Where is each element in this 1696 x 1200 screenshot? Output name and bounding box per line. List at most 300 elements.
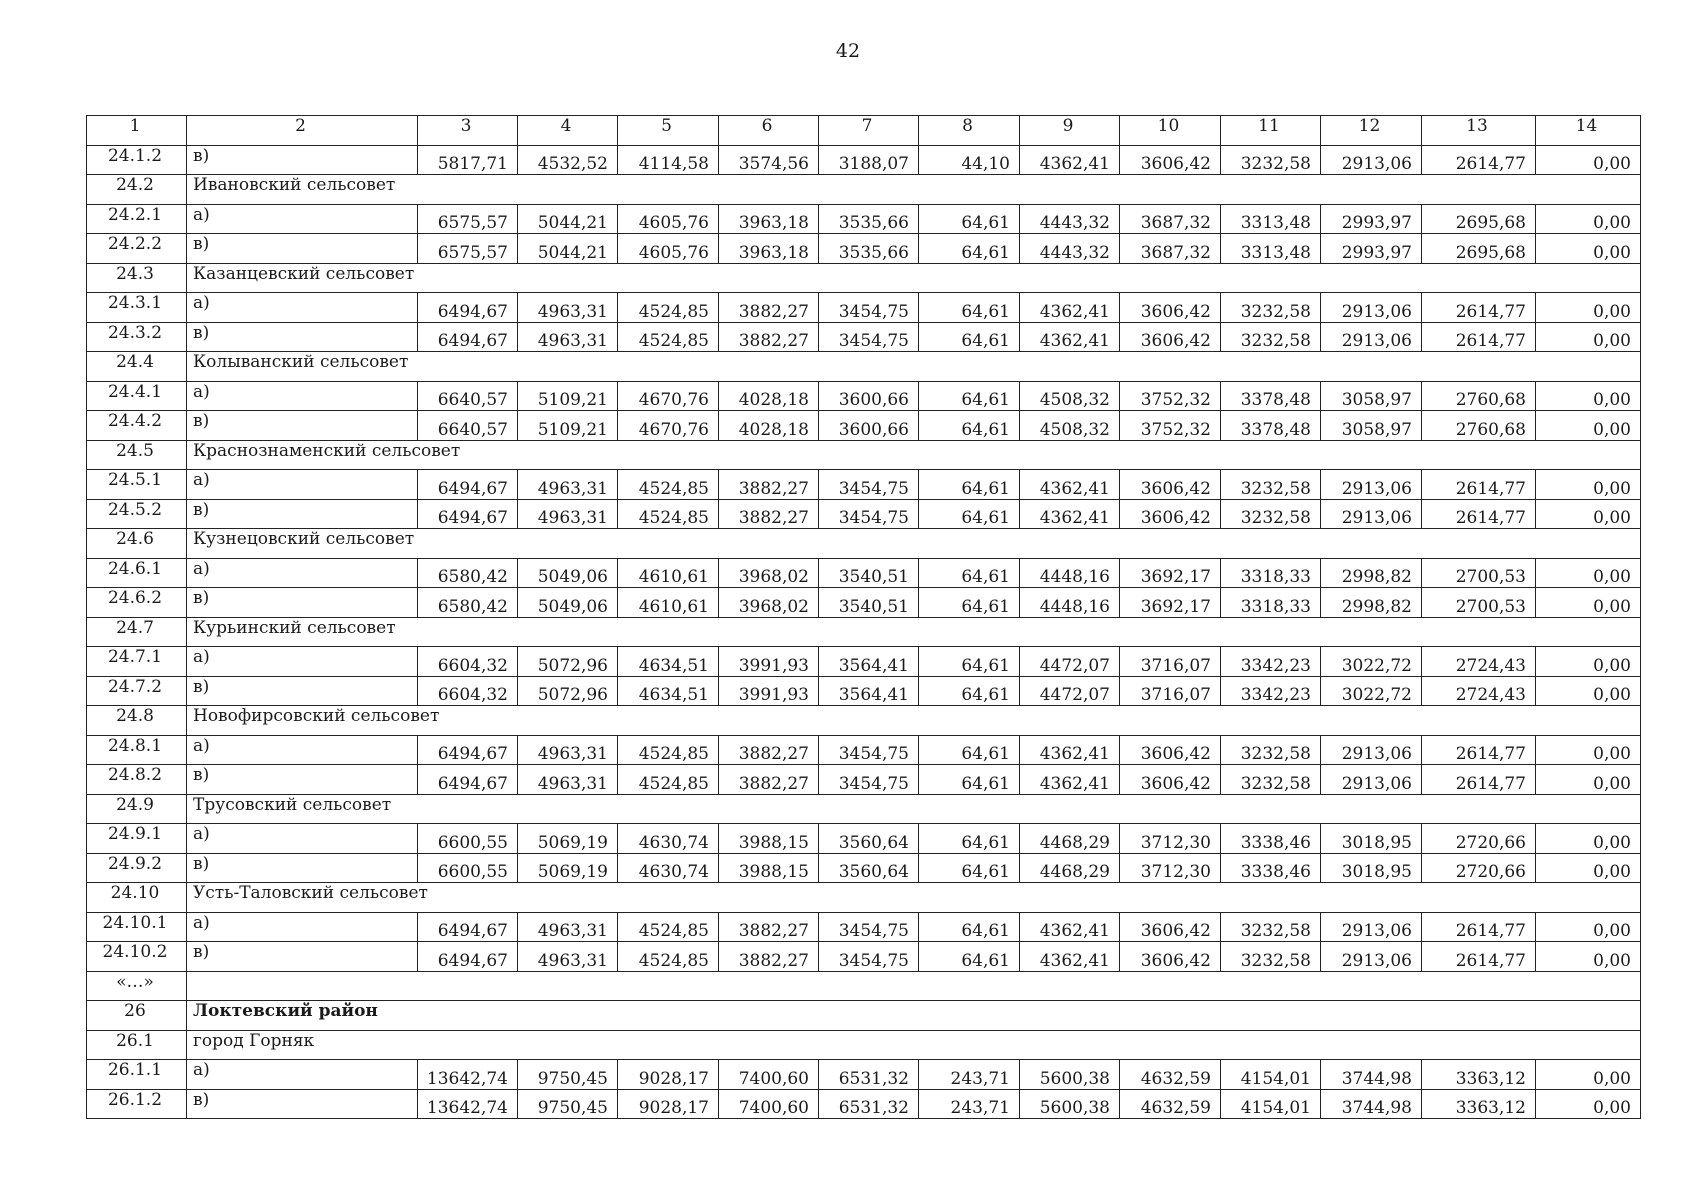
column-number-header: 14 bbox=[1536, 116, 1641, 146]
column-number-header: 5 bbox=[618, 116, 719, 146]
table-row bbox=[87, 588, 1641, 618]
column-number-header: 9 bbox=[1020, 116, 1120, 146]
value-cell: 3454,75 bbox=[819, 499, 919, 529]
value-cell: 4524,85 bbox=[618, 942, 719, 972]
value-cell: 0,00 bbox=[1536, 824, 1641, 854]
value-cell: 3342,23 bbox=[1221, 647, 1321, 677]
value-cell: 0,00 bbox=[1536, 499, 1641, 529]
section-title: Новофирсовский сельсовет bbox=[187, 706, 1641, 736]
value-cell: 3687,32 bbox=[1120, 234, 1221, 264]
table-row bbox=[87, 676, 1641, 706]
value-cell: 4605,76 bbox=[618, 204, 719, 234]
value-cell: 64,61 bbox=[919, 499, 1020, 529]
value-cell: 5049,06 bbox=[518, 588, 618, 618]
column-number-header: 4 bbox=[518, 116, 618, 146]
value-cell: 4963,31 bbox=[518, 912, 618, 942]
row-code: 24.10.1 bbox=[87, 912, 187, 942]
value-cell: 2695,68 bbox=[1422, 234, 1536, 264]
section-row bbox=[87, 175, 1641, 205]
row-code: 26.1.1 bbox=[87, 1060, 187, 1090]
value-cell: 3540,51 bbox=[819, 558, 919, 588]
section-row bbox=[87, 617, 1641, 647]
value-cell: 2993,97 bbox=[1321, 204, 1422, 234]
value-cell: 3313,48 bbox=[1221, 234, 1321, 264]
value-cell: 64,61 bbox=[919, 735, 1020, 765]
row-code: 24.3.1 bbox=[87, 293, 187, 323]
row-label: а) bbox=[187, 824, 418, 854]
value-cell: 3363,12 bbox=[1422, 1060, 1536, 1090]
value-cell: 4362,41 bbox=[1020, 942, 1120, 972]
value-cell: 4472,07 bbox=[1020, 676, 1120, 706]
section-row bbox=[87, 352, 1641, 382]
section-code: 24.8 bbox=[87, 706, 187, 736]
value-cell: 9750,45 bbox=[518, 1060, 618, 1090]
value-cell: 4468,29 bbox=[1020, 824, 1120, 854]
section-row bbox=[87, 883, 1641, 913]
row-label: а) bbox=[187, 912, 418, 942]
column-number-header: 10 bbox=[1120, 116, 1221, 146]
value-cell: 2700,53 bbox=[1422, 558, 1536, 588]
section-code: 24.4 bbox=[87, 352, 187, 382]
value-cell: 4028,18 bbox=[719, 381, 819, 411]
value-cell: 3378,48 bbox=[1221, 411, 1321, 441]
value-cell: 0,00 bbox=[1536, 676, 1641, 706]
value-cell: 0,00 bbox=[1536, 145, 1641, 175]
section-code: 24.2 bbox=[87, 175, 187, 205]
value-cell: 64,61 bbox=[919, 647, 1020, 677]
row-label: а) bbox=[187, 647, 418, 677]
value-cell: 3606,42 bbox=[1120, 322, 1221, 352]
row-label: а) bbox=[187, 381, 418, 411]
table-row bbox=[87, 558, 1641, 588]
section-code: 24.5 bbox=[87, 440, 187, 470]
value-cell: 2695,68 bbox=[1422, 204, 1536, 234]
value-cell: 4362,41 bbox=[1020, 470, 1120, 500]
section-code: 24.7 bbox=[87, 617, 187, 647]
value-cell: 2720,66 bbox=[1422, 853, 1536, 883]
value-cell: 6580,42 bbox=[418, 558, 518, 588]
value-cell: 3232,58 bbox=[1221, 765, 1321, 795]
value-cell: 6531,32 bbox=[819, 1060, 919, 1090]
value-cell: 3752,32 bbox=[1120, 381, 1221, 411]
column-number-header: 8 bbox=[919, 116, 1020, 146]
section-code: 24.9 bbox=[87, 794, 187, 824]
value-cell: 4362,41 bbox=[1020, 765, 1120, 795]
value-cell: 0,00 bbox=[1536, 381, 1641, 411]
value-cell: 4524,85 bbox=[618, 470, 719, 500]
section-row bbox=[87, 440, 1641, 470]
value-cell: 3963,18 bbox=[719, 234, 819, 264]
row-code: 24.6.2 bbox=[87, 588, 187, 618]
value-cell: 64,61 bbox=[919, 411, 1020, 441]
value-cell: 3712,30 bbox=[1120, 824, 1221, 854]
value-cell: 64,61 bbox=[919, 942, 1020, 972]
value-cell: 3882,27 bbox=[719, 912, 819, 942]
section-row bbox=[87, 706, 1641, 736]
value-cell: 2614,77 bbox=[1422, 322, 1536, 352]
value-cell: 3338,46 bbox=[1221, 824, 1321, 854]
value-cell: 4362,41 bbox=[1020, 322, 1120, 352]
value-cell: 6575,57 bbox=[418, 204, 518, 234]
value-cell: 7400,60 bbox=[719, 1060, 819, 1090]
value-cell: 3232,58 bbox=[1221, 145, 1321, 175]
value-cell: 3988,15 bbox=[719, 824, 819, 854]
value-cell: 4524,85 bbox=[618, 322, 719, 352]
value-cell: 0,00 bbox=[1536, 647, 1641, 677]
table-row bbox=[87, 499, 1641, 529]
row-code: 26.1.2 bbox=[87, 1089, 187, 1119]
value-cell: 3712,30 bbox=[1120, 853, 1221, 883]
value-cell: 3232,58 bbox=[1221, 942, 1321, 972]
value-cell: 2998,82 bbox=[1321, 558, 1422, 588]
value-cell: 3600,66 bbox=[819, 381, 919, 411]
table-row bbox=[87, 322, 1641, 352]
row-code: 24.8.1 bbox=[87, 735, 187, 765]
value-cell: 3963,18 bbox=[719, 204, 819, 234]
value-cell: 6575,57 bbox=[418, 234, 518, 264]
value-cell: 3600,66 bbox=[819, 411, 919, 441]
section-title: Казанцевский сельсовет bbox=[187, 263, 1641, 293]
value-cell: 4524,85 bbox=[618, 765, 719, 795]
value-cell: 3232,58 bbox=[1221, 499, 1321, 529]
value-cell: 3018,95 bbox=[1321, 824, 1422, 854]
value-cell: 3454,75 bbox=[819, 293, 919, 323]
value-cell: 4670,76 bbox=[618, 381, 719, 411]
value-cell: 4508,32 bbox=[1020, 411, 1120, 441]
section-title: Ивановский сельсовет bbox=[187, 175, 1641, 205]
row-code: 24.3.2 bbox=[87, 322, 187, 352]
column-number-header: 7 bbox=[819, 116, 919, 146]
row-label: в) bbox=[187, 588, 418, 618]
ellipsis-mark: «…» bbox=[87, 971, 187, 1001]
value-cell: 3564,41 bbox=[819, 676, 919, 706]
row-label: в) bbox=[187, 499, 418, 529]
value-cell: 4448,16 bbox=[1020, 588, 1120, 618]
value-cell: 4610,61 bbox=[618, 558, 719, 588]
tariff-table bbox=[86, 115, 1641, 1119]
value-cell: 64,61 bbox=[919, 676, 1020, 706]
value-cell: 3882,27 bbox=[719, 322, 819, 352]
value-cell: 3606,42 bbox=[1120, 470, 1221, 500]
value-cell: 4634,51 bbox=[618, 676, 719, 706]
value-cell: 0,00 bbox=[1536, 234, 1641, 264]
value-cell: 5044,21 bbox=[518, 204, 618, 234]
value-cell: 3058,97 bbox=[1321, 381, 1422, 411]
value-cell: 3454,75 bbox=[819, 912, 919, 942]
value-cell: 6531,32 bbox=[819, 1089, 919, 1119]
section-row bbox=[87, 794, 1641, 824]
row-label: в) bbox=[187, 322, 418, 352]
value-cell: 3882,27 bbox=[719, 942, 819, 972]
value-cell: 0,00 bbox=[1536, 204, 1641, 234]
value-cell: 5072,96 bbox=[518, 647, 618, 677]
value-cell: 0,00 bbox=[1536, 588, 1641, 618]
value-cell: 2913,06 bbox=[1321, 735, 1422, 765]
value-cell: 0,00 bbox=[1536, 765, 1641, 795]
value-cell: 3606,42 bbox=[1120, 765, 1221, 795]
value-cell: 3188,07 bbox=[819, 145, 919, 175]
section-title: Колыванский сельсовет bbox=[187, 352, 1641, 382]
row-label: а) bbox=[187, 1060, 418, 1090]
value-cell: 3313,48 bbox=[1221, 204, 1321, 234]
value-cell: 2913,06 bbox=[1321, 765, 1422, 795]
section-row bbox=[87, 1001, 1641, 1031]
value-cell: 3744,98 bbox=[1321, 1060, 1422, 1090]
value-cell: 4362,41 bbox=[1020, 499, 1120, 529]
value-cell: 3378,48 bbox=[1221, 381, 1321, 411]
value-cell: 64,61 bbox=[919, 322, 1020, 352]
value-cell: 3687,32 bbox=[1120, 204, 1221, 234]
value-cell: 4632,59 bbox=[1120, 1060, 1221, 1090]
value-cell: 3058,97 bbox=[1321, 411, 1422, 441]
value-cell: 2614,77 bbox=[1422, 942, 1536, 972]
value-cell: 44,10 bbox=[919, 145, 1020, 175]
value-cell: 0,00 bbox=[1536, 322, 1641, 352]
value-cell: 4630,74 bbox=[618, 853, 719, 883]
table-row bbox=[87, 145, 1641, 175]
value-cell: 64,61 bbox=[919, 558, 1020, 588]
section-title: Краснознаменский сельсовет bbox=[187, 440, 1641, 470]
value-cell: 3968,02 bbox=[719, 588, 819, 618]
value-cell: 3882,27 bbox=[719, 765, 819, 795]
value-cell: 5044,21 bbox=[518, 234, 618, 264]
value-cell: 3752,32 bbox=[1120, 411, 1221, 441]
table-row bbox=[87, 735, 1641, 765]
value-cell: 4443,32 bbox=[1020, 234, 1120, 264]
row-code: 24.1.2 bbox=[87, 145, 187, 175]
value-cell: 6494,67 bbox=[418, 322, 518, 352]
row-label: в) bbox=[187, 765, 418, 795]
value-cell: 3338,46 bbox=[1221, 853, 1321, 883]
section-code: 24.10 bbox=[87, 883, 187, 913]
value-cell: 3560,64 bbox=[819, 853, 919, 883]
value-cell: 4605,76 bbox=[618, 234, 719, 264]
value-cell: 5072,96 bbox=[518, 676, 618, 706]
value-cell: 3606,42 bbox=[1120, 912, 1221, 942]
value-cell: 3232,58 bbox=[1221, 912, 1321, 942]
value-cell: 5817,71 bbox=[418, 145, 518, 175]
section-code: 24.6 bbox=[87, 529, 187, 559]
value-cell: 4114,58 bbox=[618, 145, 719, 175]
value-cell: 3454,75 bbox=[819, 322, 919, 352]
value-cell: 3454,75 bbox=[819, 765, 919, 795]
value-cell: 2760,68 bbox=[1422, 381, 1536, 411]
value-cell: 64,61 bbox=[919, 204, 1020, 234]
table-row bbox=[87, 942, 1641, 972]
value-cell: 2614,77 bbox=[1422, 470, 1536, 500]
row-label: в) bbox=[187, 676, 418, 706]
value-cell: 64,61 bbox=[919, 293, 1020, 323]
column-number-header: 12 bbox=[1321, 116, 1422, 146]
row-code: 24.7.2 bbox=[87, 676, 187, 706]
value-cell: 4472,07 bbox=[1020, 647, 1120, 677]
value-cell: 3318,33 bbox=[1221, 588, 1321, 618]
value-cell: 5109,21 bbox=[518, 411, 618, 441]
value-cell: 6494,67 bbox=[418, 293, 518, 323]
table-row bbox=[87, 1089, 1641, 1119]
value-cell: 3606,42 bbox=[1120, 942, 1221, 972]
value-cell: 0,00 bbox=[1536, 942, 1641, 972]
value-cell: 3882,27 bbox=[719, 293, 819, 323]
column-number-header: 1 bbox=[87, 116, 187, 146]
row-code: 24.7.1 bbox=[87, 647, 187, 677]
row-code: 24.4.1 bbox=[87, 381, 187, 411]
value-cell: 3744,98 bbox=[1321, 1089, 1422, 1119]
value-cell: 0,00 bbox=[1536, 470, 1641, 500]
section-title: город Горняк bbox=[187, 1030, 1641, 1060]
row-code: 24.9.1 bbox=[87, 824, 187, 854]
value-cell: 3560,64 bbox=[819, 824, 919, 854]
value-cell: 4468,29 bbox=[1020, 853, 1120, 883]
value-cell: 64,61 bbox=[919, 853, 1020, 883]
value-cell: 13642,74 bbox=[418, 1089, 518, 1119]
value-cell: 9028,17 bbox=[618, 1060, 719, 1090]
value-cell: 2614,77 bbox=[1422, 293, 1536, 323]
value-cell: 3018,95 bbox=[1321, 853, 1422, 883]
value-cell: 6604,32 bbox=[418, 647, 518, 677]
section-title: Курьинский сельсовет bbox=[187, 617, 1641, 647]
row-code: 24.8.2 bbox=[87, 765, 187, 795]
value-cell: 4154,01 bbox=[1221, 1089, 1321, 1119]
value-cell: 64,61 bbox=[919, 381, 1020, 411]
value-cell: 3232,58 bbox=[1221, 322, 1321, 352]
column-number-header: 2 bbox=[187, 116, 418, 146]
value-cell: 4028,18 bbox=[719, 411, 819, 441]
value-cell: 2720,66 bbox=[1422, 824, 1536, 854]
value-cell: 3318,33 bbox=[1221, 558, 1321, 588]
table-row bbox=[87, 824, 1641, 854]
table-row bbox=[87, 470, 1641, 500]
value-cell: 5600,38 bbox=[1020, 1060, 1120, 1090]
value-cell: 6640,57 bbox=[418, 411, 518, 441]
row-label: а) bbox=[187, 293, 418, 323]
row-label: а) bbox=[187, 558, 418, 588]
value-cell: 3991,93 bbox=[719, 676, 819, 706]
value-cell: 4963,31 bbox=[518, 735, 618, 765]
value-cell: 3968,02 bbox=[719, 558, 819, 588]
table-row bbox=[87, 234, 1641, 264]
value-cell: 3232,58 bbox=[1221, 470, 1321, 500]
section-row bbox=[87, 529, 1641, 559]
value-cell: 4963,31 bbox=[518, 765, 618, 795]
value-cell: 4632,59 bbox=[1120, 1089, 1221, 1119]
value-cell: 2913,06 bbox=[1321, 470, 1422, 500]
value-cell: 4524,85 bbox=[618, 912, 719, 942]
value-cell: 4524,85 bbox=[618, 735, 719, 765]
table-row bbox=[87, 411, 1641, 441]
value-cell: 13642,74 bbox=[418, 1060, 518, 1090]
section-title: Трусовский сельсовет bbox=[187, 794, 1641, 824]
value-cell: 4362,41 bbox=[1020, 912, 1120, 942]
value-cell: 4963,31 bbox=[518, 942, 618, 972]
value-cell: 3454,75 bbox=[819, 942, 919, 972]
section-code: 26.1 bbox=[87, 1030, 187, 1060]
row-label: в) bbox=[187, 853, 418, 883]
table-row bbox=[87, 647, 1641, 677]
value-cell: 3988,15 bbox=[719, 853, 819, 883]
value-cell: 6494,67 bbox=[418, 470, 518, 500]
value-cell: 4532,52 bbox=[518, 145, 618, 175]
value-cell: 4508,32 bbox=[1020, 381, 1120, 411]
row-code: 24.9.2 bbox=[87, 853, 187, 883]
value-cell: 2724,43 bbox=[1422, 676, 1536, 706]
row-label: а) bbox=[187, 735, 418, 765]
value-cell: 3363,12 bbox=[1422, 1089, 1536, 1119]
value-cell: 4524,85 bbox=[618, 293, 719, 323]
value-cell: 6640,57 bbox=[418, 381, 518, 411]
value-cell: 4443,32 bbox=[1020, 204, 1120, 234]
value-cell: 6600,55 bbox=[418, 853, 518, 883]
row-code: 24.5.2 bbox=[87, 499, 187, 529]
row-label: в) bbox=[187, 234, 418, 264]
value-cell: 0,00 bbox=[1536, 411, 1641, 441]
value-cell: 4963,31 bbox=[518, 293, 618, 323]
section-code: 24.3 bbox=[87, 263, 187, 293]
row-code: 24.4.2 bbox=[87, 411, 187, 441]
value-cell: 4670,76 bbox=[618, 411, 719, 441]
value-cell: 3540,51 bbox=[819, 588, 919, 618]
value-cell: 3692,17 bbox=[1120, 588, 1221, 618]
value-cell: 5600,38 bbox=[1020, 1089, 1120, 1119]
value-cell: 9028,17 bbox=[618, 1089, 719, 1119]
section-row bbox=[87, 1030, 1641, 1060]
row-code: 24.2.2 bbox=[87, 234, 187, 264]
value-cell: 64,61 bbox=[919, 470, 1020, 500]
value-cell: 2913,06 bbox=[1321, 145, 1422, 175]
value-cell: 6494,67 bbox=[418, 499, 518, 529]
value-cell: 3882,27 bbox=[719, 735, 819, 765]
value-cell: 6600,55 bbox=[418, 824, 518, 854]
column-number-header: 6 bbox=[719, 116, 819, 146]
section-title: Кузнецовский сельсовет bbox=[187, 529, 1641, 559]
value-cell: 3022,72 bbox=[1321, 676, 1422, 706]
value-cell: 5109,21 bbox=[518, 381, 618, 411]
value-cell: 0,00 bbox=[1536, 912, 1641, 942]
value-cell: 3716,07 bbox=[1120, 647, 1221, 677]
table-row bbox=[87, 381, 1641, 411]
value-cell: 4963,31 bbox=[518, 322, 618, 352]
value-cell: 4524,85 bbox=[618, 499, 719, 529]
value-cell: 64,61 bbox=[919, 588, 1020, 618]
value-cell: 4362,41 bbox=[1020, 145, 1120, 175]
value-cell: 3454,75 bbox=[819, 470, 919, 500]
value-cell: 0,00 bbox=[1536, 558, 1641, 588]
table-row bbox=[87, 853, 1641, 883]
value-cell: 3991,93 bbox=[719, 647, 819, 677]
value-cell: 64,61 bbox=[919, 234, 1020, 264]
row-code: 24.6.1 bbox=[87, 558, 187, 588]
value-cell: 4963,31 bbox=[518, 470, 618, 500]
ellipsis-row bbox=[87, 971, 1641, 1001]
value-cell: 3882,27 bbox=[719, 470, 819, 500]
value-cell: 9750,45 bbox=[518, 1089, 618, 1119]
value-cell: 4362,41 bbox=[1020, 293, 1120, 323]
value-cell: 3606,42 bbox=[1120, 735, 1221, 765]
value-cell: 3232,58 bbox=[1221, 735, 1321, 765]
value-cell: 64,61 bbox=[919, 765, 1020, 795]
row-label: а) bbox=[187, 470, 418, 500]
value-cell: 3606,42 bbox=[1120, 293, 1221, 323]
value-cell: 4154,01 bbox=[1221, 1060, 1321, 1090]
value-cell: 4634,51 bbox=[618, 647, 719, 677]
value-cell: 3716,07 bbox=[1120, 676, 1221, 706]
value-cell: 3574,56 bbox=[719, 145, 819, 175]
value-cell: 2913,06 bbox=[1321, 322, 1422, 352]
table-row bbox=[87, 1060, 1641, 1090]
value-cell: 0,00 bbox=[1536, 853, 1641, 883]
value-cell: 3606,42 bbox=[1120, 499, 1221, 529]
value-cell: 6494,67 bbox=[418, 735, 518, 765]
